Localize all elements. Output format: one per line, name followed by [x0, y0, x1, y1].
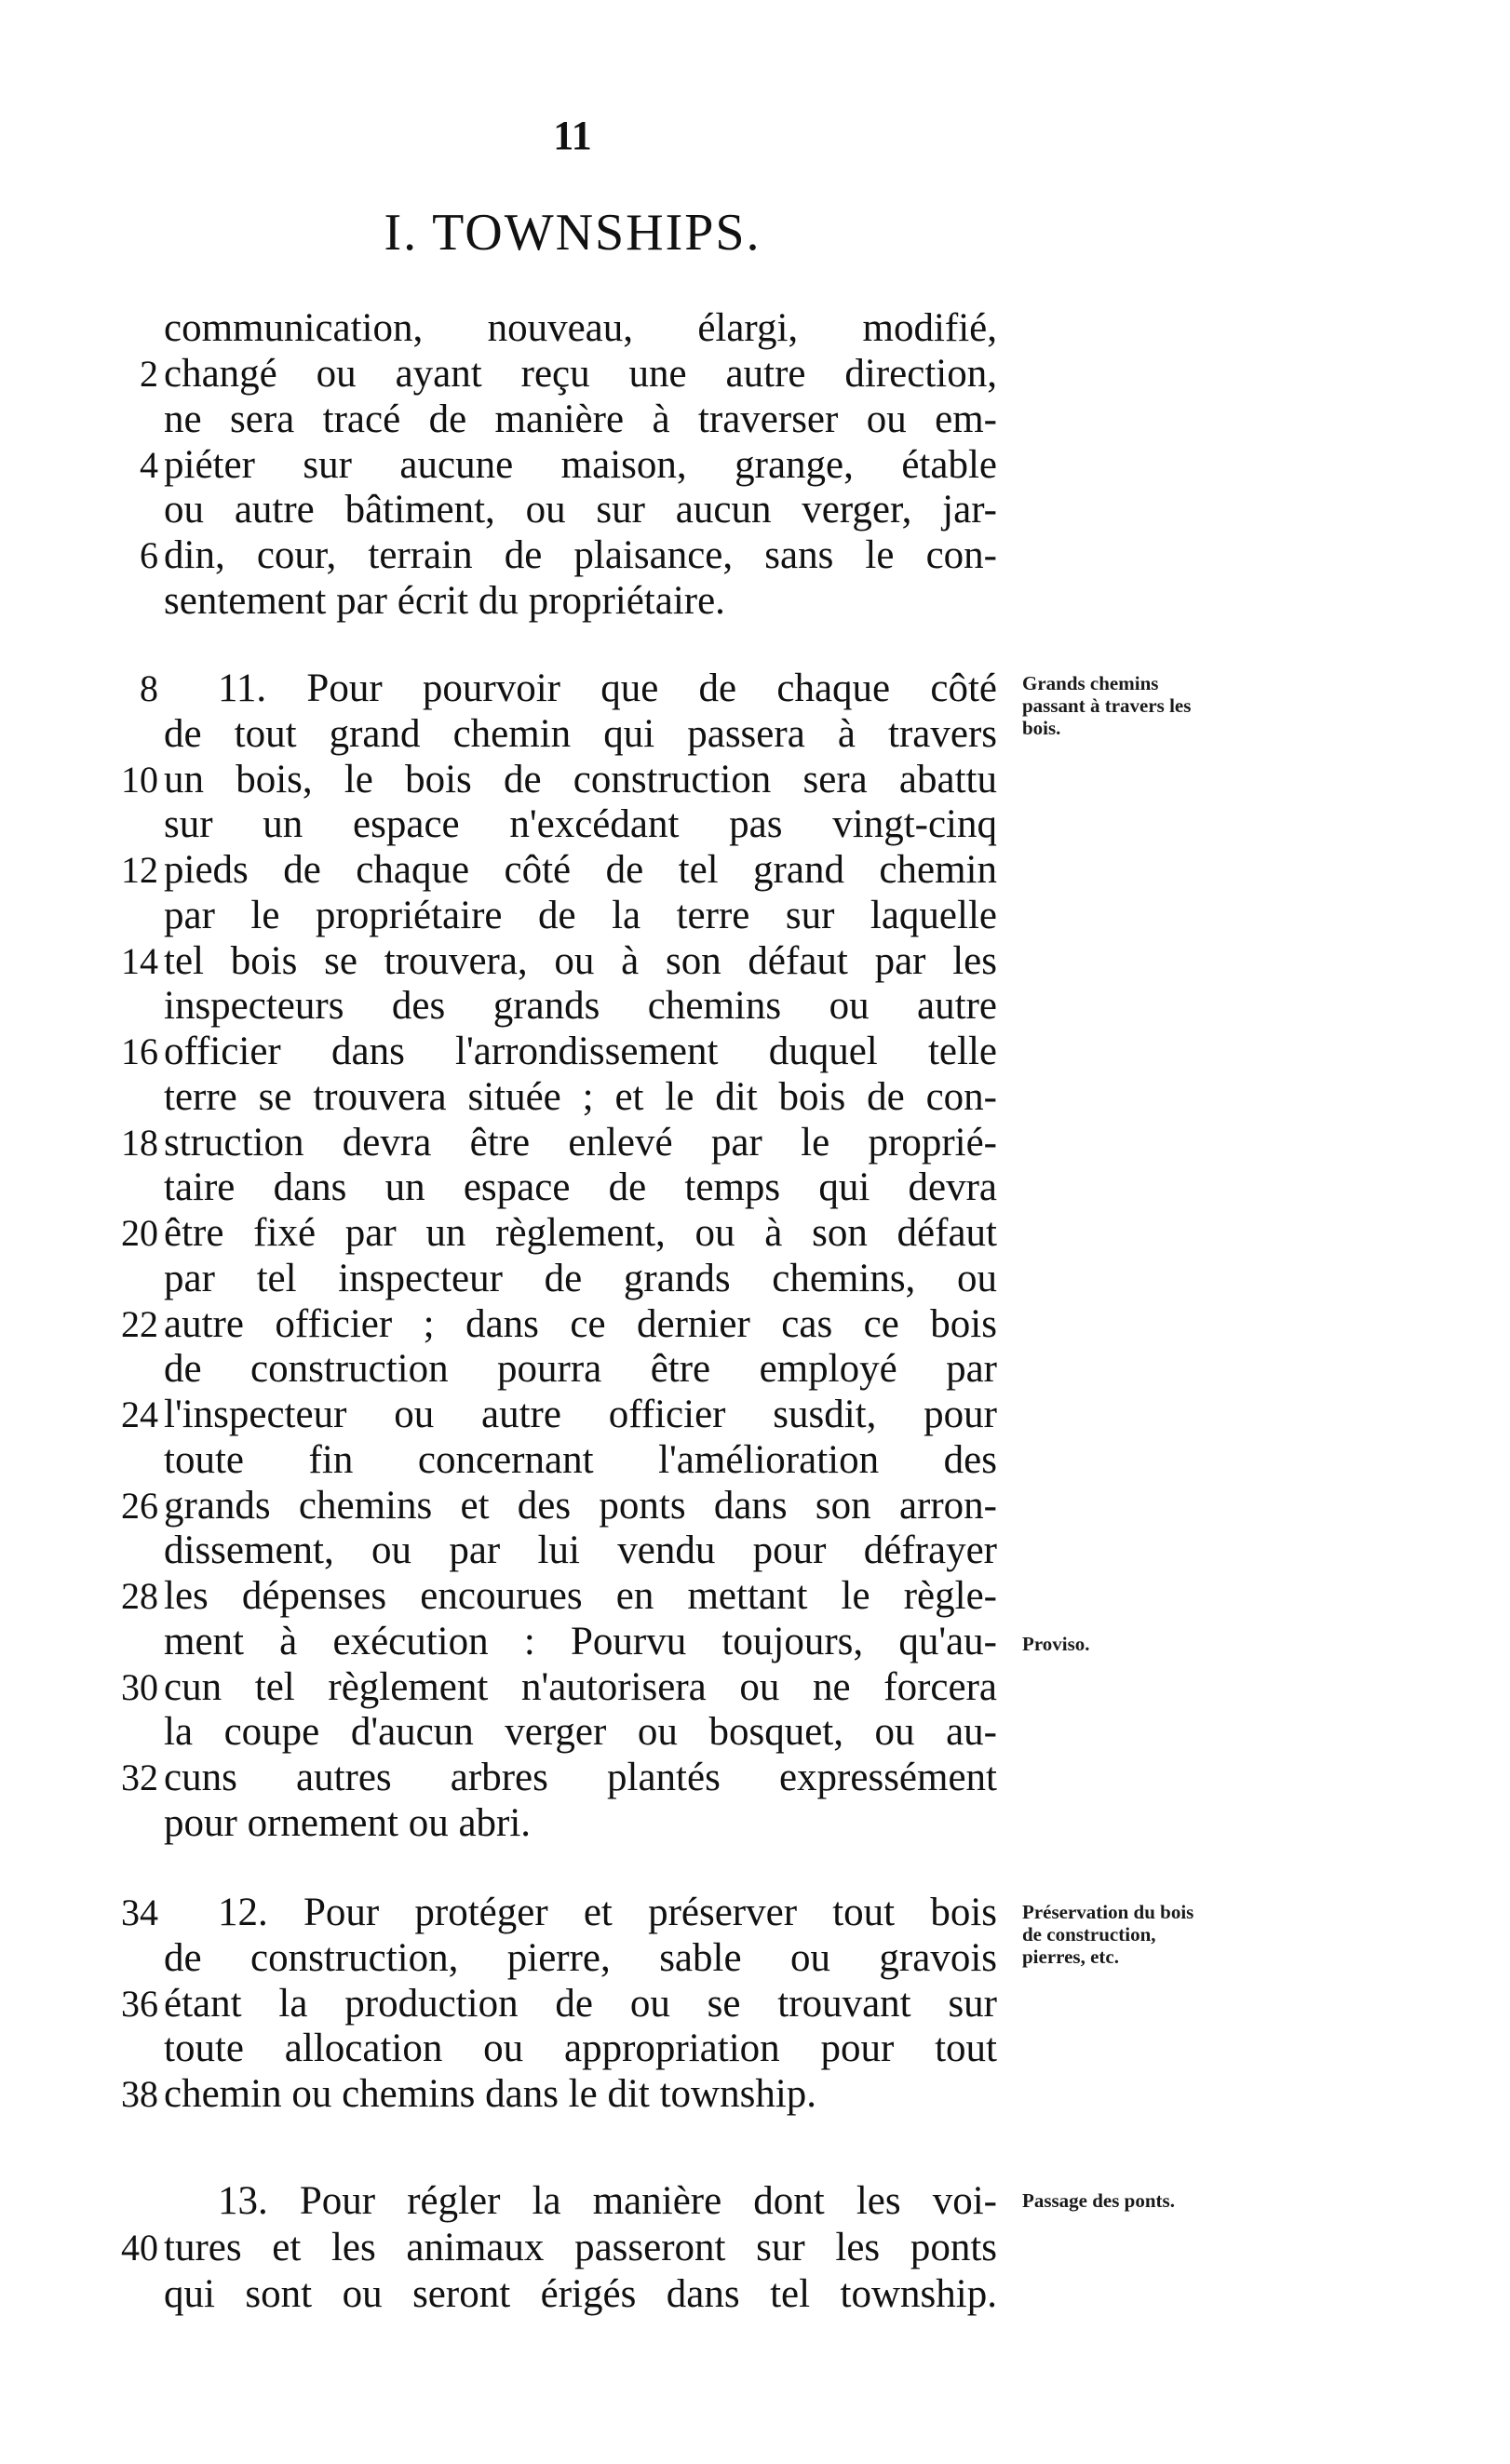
line-number: 20 [121, 1212, 158, 1254]
running-head: I. TOWNSHIPS. [384, 204, 762, 262]
text-line: ne sera tracé de manière à traverser ou em- [164, 397, 997, 441]
line-number: 22 [121, 1303, 158, 1345]
section-12-heading-line: 12. Pour protéger et préserver tout bois [218, 1891, 997, 1934]
line-number: 28 [121, 1575, 158, 1617]
text-line: la coupe d'aucun verger ou bosquet, ou au- [164, 1710, 997, 1754]
line-number: 4 [140, 444, 158, 486]
line-number: 12 [121, 849, 158, 891]
section-13-heading-line: 13. Pour régler la manière dont les voi- [218, 2179, 997, 2223]
line-number: 40 [121, 2227, 158, 2269]
text-line: taire dans un espace de temps qui devra [164, 1165, 997, 1209]
line-number: 38 [121, 2073, 158, 2115]
section-11-heading-line: 11. Pour pourvoir que de chaque côté [218, 666, 997, 710]
text-line: par le propriétaire de la terre sur laquelle [164, 894, 997, 937]
text-line: pieds de chaque côté de tel grand chemin [164, 848, 997, 892]
text-line: struction devra être enlevé par le proprié- [164, 1121, 997, 1165]
line-number: 24 [121, 1394, 158, 1435]
text-line: sentement par écrit du propriétaire. [164, 579, 725, 623]
line-number: 6 [140, 534, 158, 576]
text-line: l'inspecteur ou autre officier susdit, pour [164, 1393, 997, 1436]
text-line: tel bois se trouvera, ou à son défaut par les [164, 939, 997, 983]
text-line: toute allocation ou appropriation pour tout [164, 2026, 997, 2070]
text-line: communication, nouveau, élargi, modifié, [164, 306, 997, 350]
text-line: être fixé par un règlement, ou à son défaut [164, 1211, 997, 1255]
text-line: par tel inspecteur de grands chemins, ou [164, 1257, 997, 1300]
text-line: étant la production de ou se trouvant sur [164, 1982, 997, 2026]
line-number: 14 [121, 940, 158, 982]
text-line: qui sont ou seront érigés dans tel township. [164, 2272, 997, 2316]
text-line: tures et les animaux passeront sur les ponts [164, 2226, 997, 2269]
page-number: 11 [553, 113, 592, 158]
text-line: grands chemins et des ponts dans son arron- [164, 1484, 997, 1528]
line-number: 26 [121, 1485, 158, 1527]
line-number: 34 [121, 1892, 158, 1933]
text-line: din, cour, terrain de plaisance, sans le con- [164, 533, 997, 577]
line-number: 10 [121, 759, 158, 801]
text-line: pour ornement ou abri. [164, 1801, 532, 1845]
text-line: les dépenses encourues en mettant le règle- [164, 1574, 997, 1618]
text-line: terre se trouvera située ; et le dit bois de con- [164, 1075, 997, 1119]
text-line: ment à exécution : Pourvu toujours, qu'au- [164, 1620, 997, 1663]
text-line: autre officier ; dans ce dernier cas ce bois [164, 1302, 997, 1346]
line-number: 30 [121, 1666, 158, 1708]
text-line: de tout grand chemin qui passera à travers [164, 712, 997, 756]
line-number: 36 [121, 1983, 158, 2025]
text-line: chemin ou chemins dans le dit township. [164, 2072, 817, 2116]
line-number: 2 [140, 353, 158, 395]
margin-note-grands-chemins: Grands chemins passant à travers les bois. [1022, 672, 1192, 739]
text-line: dissement, ou par lui vendu pour défrayer [164, 1528, 997, 1572]
margin-note-preservation: Préservation du bois de construction, pierres, etc. [1022, 1901, 1194, 1968]
text-line: cun tel règlement n'autorisera ou ne forcera [164, 1665, 997, 1709]
text-line: cuns autres arbres plantés expressément [164, 1756, 997, 1799]
text-line: piéter sur aucune maison, grange, étable [164, 443, 997, 487]
text-line: inspecteurs des grands chemins ou autre [164, 984, 997, 1028]
text-line: un bois, le bois de construction sera abattu [164, 758, 997, 801]
text-line: de construction pourra être employé par [164, 1347, 997, 1391]
line-number: 16 [121, 1030, 158, 1072]
margin-note-passage-ponts: Passage des ponts. [1022, 2189, 1175, 2212]
text-line: sur un espace n'excédant pas vingt-cinq [164, 802, 997, 846]
line-number: 8 [140, 667, 158, 709]
text-line: ou autre bâtiment, ou sur aucun verger, jar- [164, 488, 997, 532]
text-line: de construction, pierre, sable ou gravois [164, 1936, 997, 1980]
text-line: changé ou ayant reçu une autre direction, [164, 352, 997, 396]
text-line: toute fin concernant l'amélioration des [164, 1438, 997, 1482]
line-number: 18 [121, 1122, 158, 1164]
line-number: 32 [121, 1757, 158, 1798]
text-line: officier dans l'arrondissement duquel telle [164, 1030, 997, 1073]
margin-note-proviso: Proviso. [1022, 1633, 1090, 1655]
